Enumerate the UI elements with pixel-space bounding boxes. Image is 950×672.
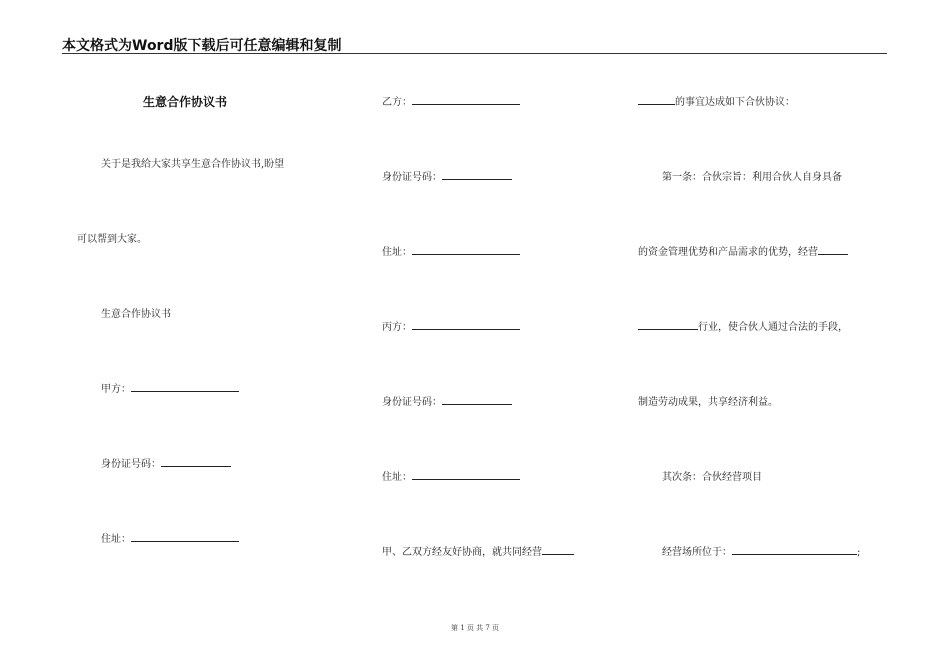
- document-title: 生意合作协议书: [143, 95, 228, 109]
- party-a-blank: [131, 382, 239, 392]
- article1-line: [662, 168, 842, 183]
- matters-text: 的事宜达成如下合伙协议：: [675, 97, 795, 108]
- party-b-blank: [412, 95, 520, 105]
- address-b-line: [382, 243, 520, 258]
- address-a-label: 住址：: [101, 534, 131, 545]
- create-line: [638, 393, 778, 408]
- advantage-line: [638, 243, 848, 258]
- intro-text-2: 可以帮到大家。: [77, 234, 147, 245]
- subtitle-line: [101, 305, 171, 320]
- id-c-line: [382, 393, 512, 408]
- industry-text: 行业，使合伙人通过合法的手段，: [698, 322, 848, 333]
- page-header: [62, 35, 887, 54]
- advantage-text: 的资金管理优势和产品需求的优势，经营: [638, 247, 818, 258]
- address-b-label: 住址：: [382, 247, 412, 258]
- subtitle-text: 生意合作协议书: [101, 309, 171, 320]
- address-c-line: [382, 468, 520, 483]
- intro-line-1: [101, 155, 284, 170]
- party-b-label: 乙方：: [382, 97, 412, 108]
- party-c-label: 丙方：: [382, 322, 412, 333]
- party-b-line: [382, 93, 520, 108]
- matters-line: [638, 93, 795, 108]
- address-b-blank: [412, 245, 520, 255]
- address-c-label: 住址：: [382, 472, 412, 483]
- address-c-blank: [412, 470, 520, 480]
- article2-line: [662, 468, 762, 483]
- party-a-label: 甲方：: [101, 384, 131, 395]
- party-c-line: [382, 318, 520, 333]
- advantage-blank: [818, 245, 848, 255]
- id-a-blank: [161, 457, 231, 467]
- location-blank: [732, 545, 857, 555]
- negotiate-text: 甲、乙双方经友好协商，就共同经营: [382, 547, 542, 558]
- id-c-label: 身份证号码：: [382, 397, 442, 408]
- industry-line: [638, 318, 848, 333]
- location-label: 经营场所位于：: [662, 547, 732, 558]
- address-a-line: [101, 530, 239, 545]
- intro-text-1: 关于是我给大家共享生意合作协议书,盼望: [101, 159, 285, 170]
- page-footer: 第 1 页 共 7 页: [450, 624, 500, 632]
- industry-blank: [638, 320, 698, 330]
- address-a-blank: [131, 532, 239, 542]
- id-b-line: [382, 168, 512, 183]
- article2-text: 其次条：合伙经营项目: [662, 472, 762, 483]
- matters-blank: [638, 95, 675, 105]
- article1-text: 第一条：合伙宗旨：利用合伙人自身具备: [662, 172, 842, 183]
- negotiate-line: [382, 543, 574, 558]
- location-line: [662, 543, 860, 558]
- id-c-blank: [442, 395, 512, 405]
- id-a-label: 身份证号码：: [101, 459, 161, 470]
- party-c-blank: [412, 320, 520, 330]
- id-b-blank: [442, 170, 512, 180]
- id-b-label: 身份证号码：: [382, 172, 442, 183]
- id-a-line: [101, 455, 231, 470]
- party-a-line: [101, 380, 239, 395]
- header-text: 本文格式为Word版下载后可任意编辑和复制: [62, 38, 342, 54]
- negotiate-blank: [542, 545, 574, 555]
- intro-line-2: [77, 230, 147, 245]
- create-text: 制造劳动成果，共享经济利益。: [638, 397, 778, 408]
- location-semicolon: ;: [857, 547, 861, 558]
